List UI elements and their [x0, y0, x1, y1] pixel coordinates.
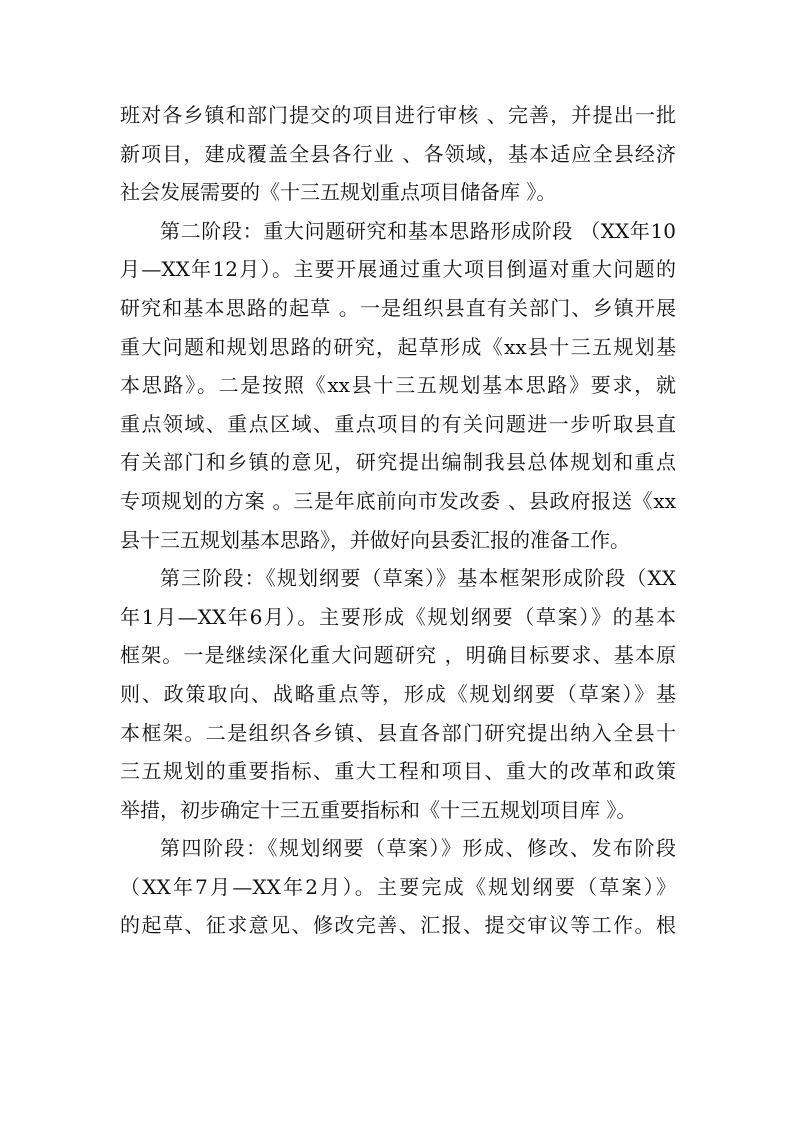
- text-line: 的起草、征求意见、修改完善、汇报、提交审议等工作。根: [120, 913, 676, 938]
- paragraph-start-line: 第四阶段：《规划纲要（草案）》形成、修改、发布阶段: [160, 836, 676, 861]
- text-line: 举措，初步确定十三五重要指标和《十三五规划项目库 》。: [120, 797, 637, 822]
- text-line: 有关部门和乡镇的意见，研究提出编制我县总体规划和重点: [120, 450, 676, 475]
- text-line: 则、政策取向、战略重点等，形成《规划纲要（草案）》基: [120, 681, 676, 706]
- paragraph-start-line: 第三阶段：《规划纲要（草案）》基本框架形成阶段（XX: [160, 566, 676, 591]
- text-line: 月—XX年12月）。主要开展通过重大项目倒逼对重大问题的: [120, 257, 676, 282]
- text-line: 重大问题和规划思路的研究，起草形成《xx县十三五规划基: [120, 334, 676, 359]
- paragraph-start-line: 第二阶段：重大问题研究和基本思路形成阶段 （XX年10: [160, 218, 676, 243]
- text-line: 研究和基本思路的起草 。一是组织县直有关部门、乡镇开展: [120, 295, 676, 320]
- text-line: 重点领域、重点区域、重点项目的有关问题进一步听取县直: [120, 411, 676, 436]
- text-line: 框架。一是继续深化重大问题研究 ，明确目标要求、基本原: [120, 643, 676, 668]
- text-line: 班对各乡镇和部门提交的项目进行审核 、完善，并提出一批: [120, 103, 676, 127]
- document-page: [120, 96, 676, 945]
- text-line: 县十三五规划基本思路》，并做好向县委汇报的准备工作。: [120, 527, 630, 552]
- text-line: 本思路》。二是按照《xx县十三五规划基本思路》要求，就: [120, 373, 676, 398]
- text-line: （XX年7月—XX年2月）。主要完成《规划纲要（草案）》: [120, 874, 676, 899]
- text-line: 三五规划的重要指标、重大工程和项目、重大的改革和政策: [120, 759, 676, 784]
- text-line: 年1月—XX年6月）。主要形成《规划纲要（草案）》的基本: [120, 604, 676, 629]
- text-line: 专项规划的方案 。三是年底前向市发改委 、县政府报送《xx: [120, 488, 676, 513]
- text-line: 新项目，建成覆盖全县各行业 、各领域，基本适应全县经济: [120, 141, 676, 166]
- text-line: 本框架。二是组织各乡镇、县直各部门研究提出纳入全县十: [120, 720, 676, 745]
- text-line: 社会发展需要的《十三五规划重点项目储备库 》。: [120, 180, 557, 205]
